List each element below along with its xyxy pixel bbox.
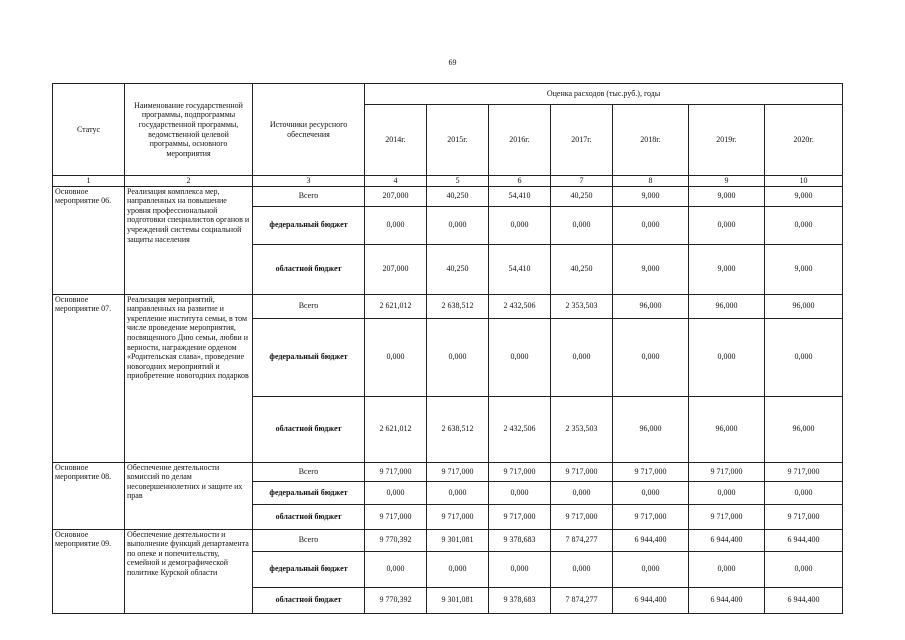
value-cell: 0,000 — [689, 206, 765, 244]
value-cell: 9 717,000 — [365, 504, 427, 529]
value-cell: 0,000 — [613, 206, 689, 244]
column-number: 10 — [765, 176, 843, 187]
value-cell: 40,250 — [551, 244, 613, 294]
source-cell: Всего — [253, 294, 365, 318]
value-cell: 0,000 — [365, 551, 427, 587]
table-row — [53, 529, 843, 551]
value-cell: 0,000 — [551, 206, 613, 244]
value-cell: 0,000 — [427, 481, 489, 504]
value-cell: 0,000 — [427, 206, 489, 244]
value-cell: 0,000 — [489, 481, 551, 504]
value-cell: 0,000 — [551, 481, 613, 504]
value-cell: 40,250 — [551, 186, 613, 206]
value-cell: 9 717,000 — [765, 462, 843, 481]
value-cell: 0,000 — [551, 551, 613, 587]
value-cell: 0,000 — [689, 551, 765, 587]
value-cell: 7 874,277 — [551, 587, 613, 613]
value-cell: 9 770,392 — [365, 587, 427, 613]
value-cell: 207,000 — [365, 186, 427, 206]
value-cell: 9,000 — [689, 244, 765, 294]
value-cell: 9 717,000 — [365, 462, 427, 481]
value-cell: 9 717,000 — [613, 504, 689, 529]
value-cell: 40,250 — [427, 186, 489, 206]
program-name-cell: Реализация мероприятий, направленных на развитие и укрепление института семьи, в том числе проведение мероприятия, посвященного Дню семьи, любви и верности, награждение орденом «Родительская слава», проведение новогодних мероприятий и приобретение новогодних подарков — [125, 294, 253, 462]
header-year: 2019г. — [689, 105, 765, 176]
value-cell: 7 874,277 — [551, 529, 613, 551]
value-cell: 6 944,400 — [613, 587, 689, 613]
value-cell: 0,000 — [613, 551, 689, 587]
value-cell: 2 638,512 — [427, 294, 489, 318]
value-cell: 9 301,081 — [427, 529, 489, 551]
value-cell: 0,000 — [765, 481, 843, 504]
header-status: Статус — [53, 84, 125, 176]
program-name-cell: Реализация комплекса мер, направленных на повышение уровня профессиональной подготовки специалистов органов и учреждений системы социальной защиты населения — [125, 186, 253, 294]
value-cell: 0,000 — [489, 551, 551, 587]
source-cell: федеральный бюджет — [253, 206, 365, 244]
value-cell: 9 717,000 — [489, 504, 551, 529]
table-row — [53, 186, 843, 206]
header-year: 2017г. — [551, 105, 613, 176]
header-year: 2020г. — [765, 105, 843, 176]
status-cell: Основное мероприятие 08. — [53, 462, 125, 529]
column-number: 8 — [613, 176, 689, 187]
value-cell: 9 770,392 — [365, 529, 427, 551]
value-cell: 2 353,503 — [551, 294, 613, 318]
value-cell: 54,410 — [489, 244, 551, 294]
value-cell: 0,000 — [427, 318, 489, 396]
value-cell: 9 717,000 — [689, 504, 765, 529]
value-cell: 6 944,400 — [765, 587, 843, 613]
value-cell: 9 717,000 — [427, 504, 489, 529]
header-estimate: Оценка расходов (тыс.руб.), годы — [365, 84, 843, 105]
value-cell: 96,000 — [765, 396, 843, 462]
value-cell: 2 621,012 — [365, 396, 427, 462]
value-cell: 2 353,503 — [551, 396, 613, 462]
value-cell: 9 717,000 — [765, 504, 843, 529]
value-cell: 0,000 — [689, 318, 765, 396]
value-cell: 9 717,000 — [489, 462, 551, 481]
value-cell: 0,000 — [613, 318, 689, 396]
value-cell: 2 432,506 — [489, 294, 551, 318]
value-cell: 0,000 — [613, 481, 689, 504]
value-cell: 96,000 — [765, 294, 843, 318]
source-cell: Всего — [253, 529, 365, 551]
value-cell: 207,000 — [365, 244, 427, 294]
column-number-row — [53, 176, 843, 187]
value-cell: 6 944,400 — [689, 529, 765, 551]
value-cell: 9 378,683 — [489, 529, 551, 551]
value-cell: 9,000 — [689, 186, 765, 206]
page-number: 69 — [448, 58, 457, 67]
table-row — [53, 462, 843, 481]
header-year: 2018г. — [613, 105, 689, 176]
value-cell: 0,000 — [365, 206, 427, 244]
value-cell: 6 944,400 — [689, 587, 765, 613]
status-cell: Основное мероприятие 06. — [53, 186, 125, 294]
value-cell: 9 717,000 — [689, 462, 765, 481]
source-cell: федеральный бюджет — [253, 318, 365, 396]
source-cell: Всего — [253, 186, 365, 206]
status-cell: Основное мероприятие 09. — [53, 529, 125, 613]
column-number: 2 — [125, 176, 253, 187]
value-cell: 0,000 — [365, 481, 427, 504]
source-cell: федеральный бюджет — [253, 481, 365, 504]
value-cell: 9 301,081 — [427, 587, 489, 613]
header-year: 2016г. — [489, 105, 551, 176]
value-cell: 9 717,000 — [427, 462, 489, 481]
value-cell: 9,000 — [765, 244, 843, 294]
status-cell: Основное мероприятие 07. — [53, 294, 125, 462]
column-number: 1 — [53, 176, 125, 187]
source-cell: областной бюджет — [253, 587, 365, 613]
value-cell: 2 621,012 — [365, 294, 427, 318]
value-cell: 0,000 — [489, 318, 551, 396]
column-number: 7 — [551, 176, 613, 187]
column-number: 5 — [427, 176, 489, 187]
value-cell: 9 717,000 — [613, 462, 689, 481]
value-cell: 9,000 — [765, 186, 843, 206]
value-cell: 0,000 — [427, 551, 489, 587]
value-cell: 96,000 — [689, 294, 765, 318]
value-cell: 54,410 — [489, 186, 551, 206]
source-cell: Всего — [253, 462, 365, 481]
header-name: Наименование государственной программы, подпрограммы государственной программы, ведомственной целевой программы, основного мероприятия — [125, 84, 253, 176]
header-year: 2014г. — [365, 105, 427, 176]
source-cell: областной бюджет — [253, 244, 365, 294]
column-number: 4 — [365, 176, 427, 187]
value-cell: 9 717,000 — [551, 504, 613, 529]
header-year: 2015г. — [427, 105, 489, 176]
column-number: 9 — [689, 176, 765, 187]
source-cell: областной бюджет — [253, 504, 365, 529]
value-cell: 6 944,400 — [613, 529, 689, 551]
value-cell: 0,000 — [765, 551, 843, 587]
value-cell: 9 717,000 — [551, 462, 613, 481]
value-cell: 9,000 — [613, 244, 689, 294]
value-cell: 0,000 — [489, 206, 551, 244]
value-cell: 6 944,400 — [765, 529, 843, 551]
value-cell: 0,000 — [689, 481, 765, 504]
table-row — [53, 294, 843, 318]
value-cell: 96,000 — [613, 396, 689, 462]
column-number: 6 — [489, 176, 551, 187]
value-cell: 0,000 — [765, 206, 843, 244]
value-cell: 0,000 — [365, 318, 427, 396]
value-cell: 2 638,512 — [427, 396, 489, 462]
value-cell: 9,000 — [613, 186, 689, 206]
program-name-cell: Обеспечение деятельности комиссий по делам несовершеннолетних и защите их прав — [125, 462, 253, 529]
program-name-cell: Обеспечение деятельности и выполнение функций департамента по опеке и попечительству, семейной и демографической политике Курской области — [125, 529, 253, 613]
value-cell: 9 378,683 — [489, 587, 551, 613]
budget-table — [52, 83, 843, 614]
header-sources: Источники ресурсного обеспечения — [253, 84, 365, 176]
value-cell: 96,000 — [689, 396, 765, 462]
value-cell: 96,000 — [613, 294, 689, 318]
source-cell: федеральный бюджет — [253, 551, 365, 587]
value-cell: 2 432,506 — [489, 396, 551, 462]
value-cell: 0,000 — [551, 318, 613, 396]
value-cell: 40,250 — [427, 244, 489, 294]
column-number: 3 — [253, 176, 365, 187]
source-cell: областной бюджет — [253, 396, 365, 462]
value-cell: 0,000 — [765, 318, 843, 396]
